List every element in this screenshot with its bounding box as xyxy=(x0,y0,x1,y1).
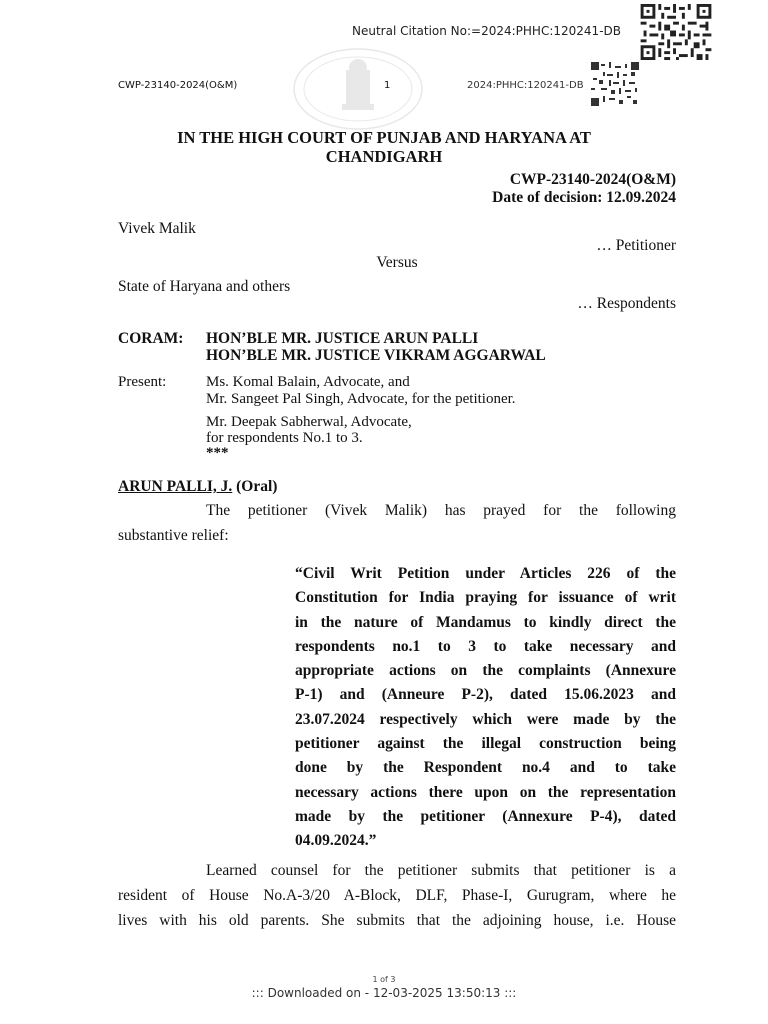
separator-stars: *** xyxy=(206,445,229,461)
quote-line: appropriate actions on the complaints (Annexure xyxy=(295,662,676,680)
quote-line: petitioner against the illegal construction being xyxy=(295,735,676,753)
download-stamp: ::: Downloaded on - 12-03-2025 13:50:13 ::: xyxy=(251,986,517,1000)
quote-line: P-1) and (Anneure P-2), dated 15.06.2023 and xyxy=(295,686,676,704)
quote-line: respondents no.1 to 3 to take necessary and xyxy=(295,637,676,655)
running-header-page-number: 1 xyxy=(384,80,391,91)
relief-quote xyxy=(295,562,676,854)
respondent-name: State of Haryana and others xyxy=(118,278,291,295)
qr-code-icon xyxy=(640,4,712,60)
quote-line: made by the petitioner (Annexure P-4), dated xyxy=(295,807,676,825)
para2-line-1: Learned counsel for the petitioner submits that petitioner is a xyxy=(206,862,676,879)
present-counsel-line-3: Mr. Deepak Sabherwal, Advocate, xyxy=(206,414,412,430)
court-emblem-icon xyxy=(288,44,428,134)
coram-judge-2: HON’BLE MR. JUSTICE VIKRAM AGGARWAL xyxy=(206,347,546,364)
petitioner-role: … Petitioner xyxy=(596,237,676,254)
coram-judge-1: HON’BLE MR. JUSTICE ARUN PALLI xyxy=(206,330,479,347)
running-header-citation: 2024:PHHC:120241-DB xyxy=(467,80,584,91)
judgment-author: ARUN PALLI, J. xyxy=(118,478,233,495)
neutral-citation: Neutral Citation No:=2024:PHHC:120241-DB xyxy=(352,24,621,38)
respondent-role: … Respondents xyxy=(577,295,676,312)
present-label: Present: xyxy=(118,374,167,390)
versus-label: Versus xyxy=(376,254,418,271)
quote-line: Constitution for India praying for issuance of writ xyxy=(295,589,676,607)
quote-line: 04.09.2024.” xyxy=(295,832,377,850)
para2-line-3: lives with his old parents. She submits that the adjoining house, i.e. House xyxy=(118,912,676,929)
para2-line-2: resident of House No.A-3/20 A-Block, DLF, Phase-I, Gurugram, where he xyxy=(118,887,676,904)
present-counsel-line-1: Ms. Komal Balain, Advocate, and xyxy=(206,374,410,390)
present-counsel-line-4: for respondents No.1 to 3. xyxy=(206,429,363,446)
quote-line: done by the Respondent no.4 and to take xyxy=(295,759,676,777)
present-counsel-line-2: Mr. Sangeet Pal Singh, Advocate, for the petitioner. xyxy=(206,390,516,407)
case-number: CWP-23140-2024(O&M) xyxy=(509,171,676,188)
page-of-label: 1 of 3 xyxy=(372,975,396,984)
court-title-line1: IN THE HIGH COURT OF PUNJAB AND HARYANA AT xyxy=(177,128,591,147)
coram-label: CORAM: xyxy=(118,330,184,347)
para1-line-2: substantive relief: xyxy=(118,527,229,544)
petitioner-name: Vivek Malik xyxy=(118,220,196,237)
quote-line: in the nature of Mandamus to kindly direct the xyxy=(295,613,676,631)
oral-label: (Oral) xyxy=(232,478,278,495)
decision-date: Date of decision: 12.09.2024 xyxy=(492,189,676,206)
qr-code-small-icon xyxy=(591,62,639,106)
quote-line: “Civil Writ Petition under Articles 226 of the xyxy=(295,565,676,582)
quote-line: 23.07.2024 respectively which were made by the xyxy=(295,710,676,728)
para1-line-1: The petitioner (Vivek Malik) has prayed for the following xyxy=(206,502,676,519)
running-header-case-no: CWP-23140-2024(O&M) xyxy=(118,80,238,91)
court-title-line2: CHANDIGARH xyxy=(325,147,443,166)
quote-line: necessary actions there upon on the representation xyxy=(295,783,676,801)
